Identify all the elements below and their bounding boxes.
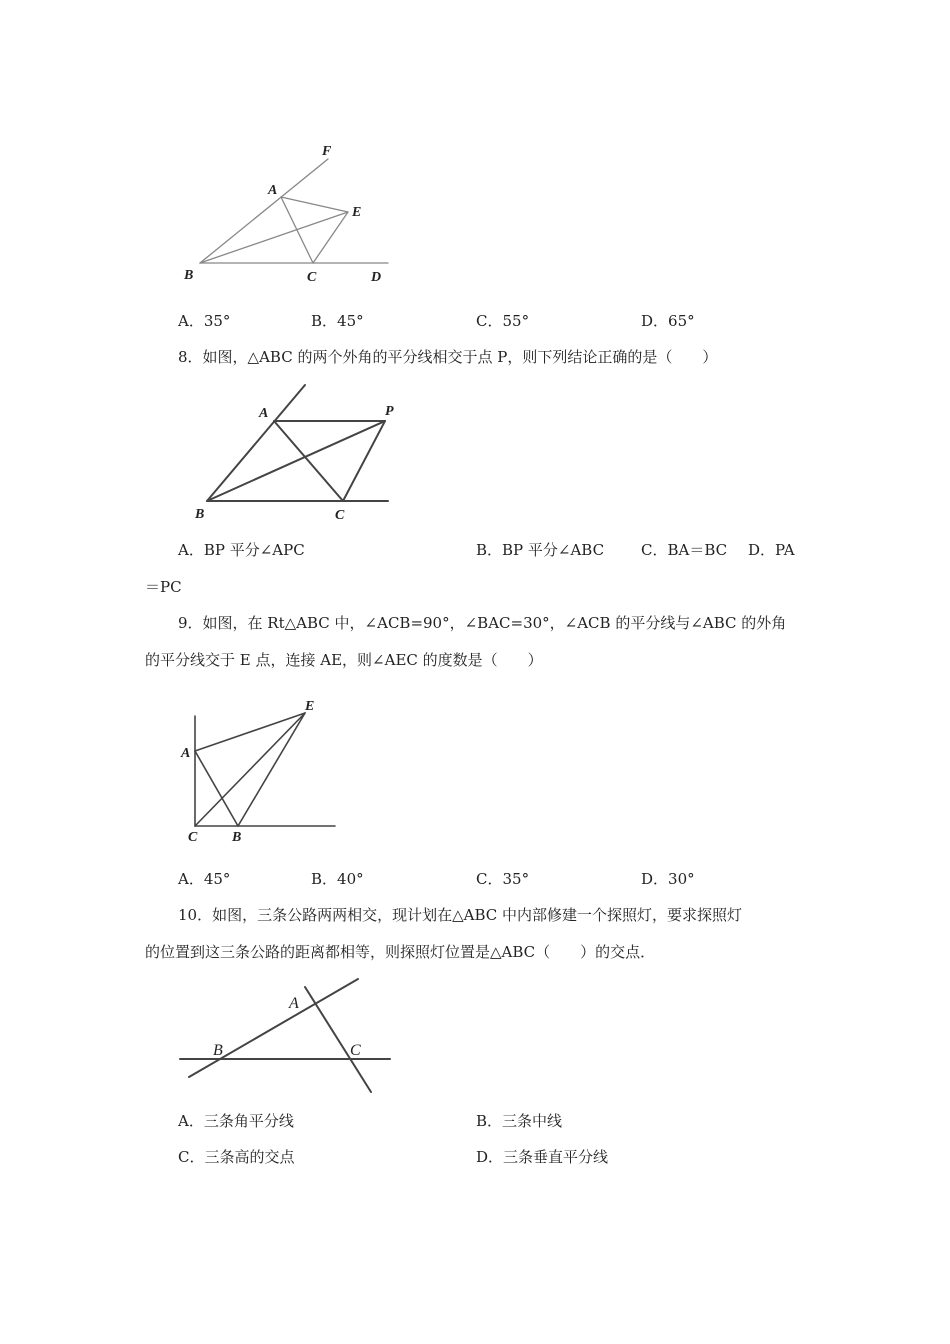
q7-ray-BF [200, 159, 328, 263]
q10-label-A: A [289, 995, 299, 1012]
q7-label-D: D [371, 270, 382, 285]
q10-road-AB [189, 979, 358, 1077]
q9-stem-line2: 的平分线交于 E 点，连接 AE，则∠AEC 的度数是（ ） [145, 651, 543, 669]
q9-option-d: D．30° [641, 870, 695, 888]
q7-line-BE [200, 212, 348, 263]
q8-line-AC [274, 421, 343, 501]
q7-label-B: B [184, 268, 194, 283]
q10-road-AC [305, 987, 371, 1092]
q7-option-b: B．45° [311, 312, 364, 330]
q10-stem-line1: 10．如图，三条公路两两相交，现计划在△ABC 中内部修建一个探照灯，要求探照灯 [178, 906, 743, 924]
q8-option-a: A．BP 平分∠APC [178, 541, 305, 559]
q8-label-A: A [259, 406, 269, 421]
q9-label-A: A [181, 746, 191, 761]
q8-label-B: B [195, 507, 205, 522]
q10-option-a: A．三条角平分线 [178, 1112, 294, 1130]
q8-line-PC [343, 421, 385, 501]
q9-figure [175, 693, 345, 848]
q8-option-b: B．BP 平分∠ABC [476, 541, 605, 559]
q10-option-c: C．三条高的交点 [178, 1148, 295, 1166]
q10-label-C: C [350, 1042, 361, 1059]
q8-label-P: P [385, 404, 394, 419]
q7-label-C: C [307, 270, 317, 285]
q9-label-C: C [188, 830, 198, 845]
q9-option-b: B．40° [311, 870, 364, 888]
q10-option-d: D．三条垂直平分线 [476, 1148, 609, 1166]
q8-ray-BA-extended [207, 385, 305, 501]
q7-line-AE [281, 197, 348, 212]
q7-label-A: A [268, 183, 278, 198]
q10-stem-line2: 的位置到这三条公路的距离都相等，则探照灯位置是△ABC（ ）的交点． [145, 943, 656, 961]
q9-label-E: E [305, 699, 315, 714]
q7-line-AC [281, 197, 313, 263]
q10-option-b: B．三条中线 [476, 1112, 563, 1130]
q7-option-c: C．55° [476, 312, 530, 330]
q8-stem: 8．如图，△ABC 的两个外角的平分线相交于点 P，则下列结论正确的是（ ） [178, 348, 718, 366]
q7-figure [170, 135, 400, 285]
q9-label-B: B [232, 830, 242, 845]
q8-option-d-part1: D．PA [748, 541, 795, 559]
q7-option-a: A．35° [178, 312, 231, 330]
q8-option-d-part2: ＝PC [145, 578, 182, 596]
q8-line-BP [207, 421, 385, 501]
q9-line-AE [195, 713, 305, 751]
q8-figure [185, 375, 400, 525]
q7-option-d: D．65° [641, 312, 695, 330]
q8-label-C: C [335, 508, 345, 523]
q7-line-CE [313, 212, 348, 263]
q8-option-c: C．BA＝BC [641, 541, 728, 559]
q9-line-CE [195, 713, 305, 826]
q9-option-a: A．45° [178, 870, 231, 888]
q9-line-BE [238, 713, 305, 826]
q10-label-B: B [213, 1042, 223, 1059]
q9-option-c: C．35° [476, 870, 530, 888]
q7-label-E: E [352, 205, 362, 220]
q7-label-F: F [322, 144, 332, 159]
q10-figure [175, 972, 395, 1097]
q9-stem-line1: 9．如图，在 Rt△ABC 中，∠ACB=90°，∠BAC=30°，∠ACB 的平分线与∠ABC 的外角 [178, 614, 787, 632]
